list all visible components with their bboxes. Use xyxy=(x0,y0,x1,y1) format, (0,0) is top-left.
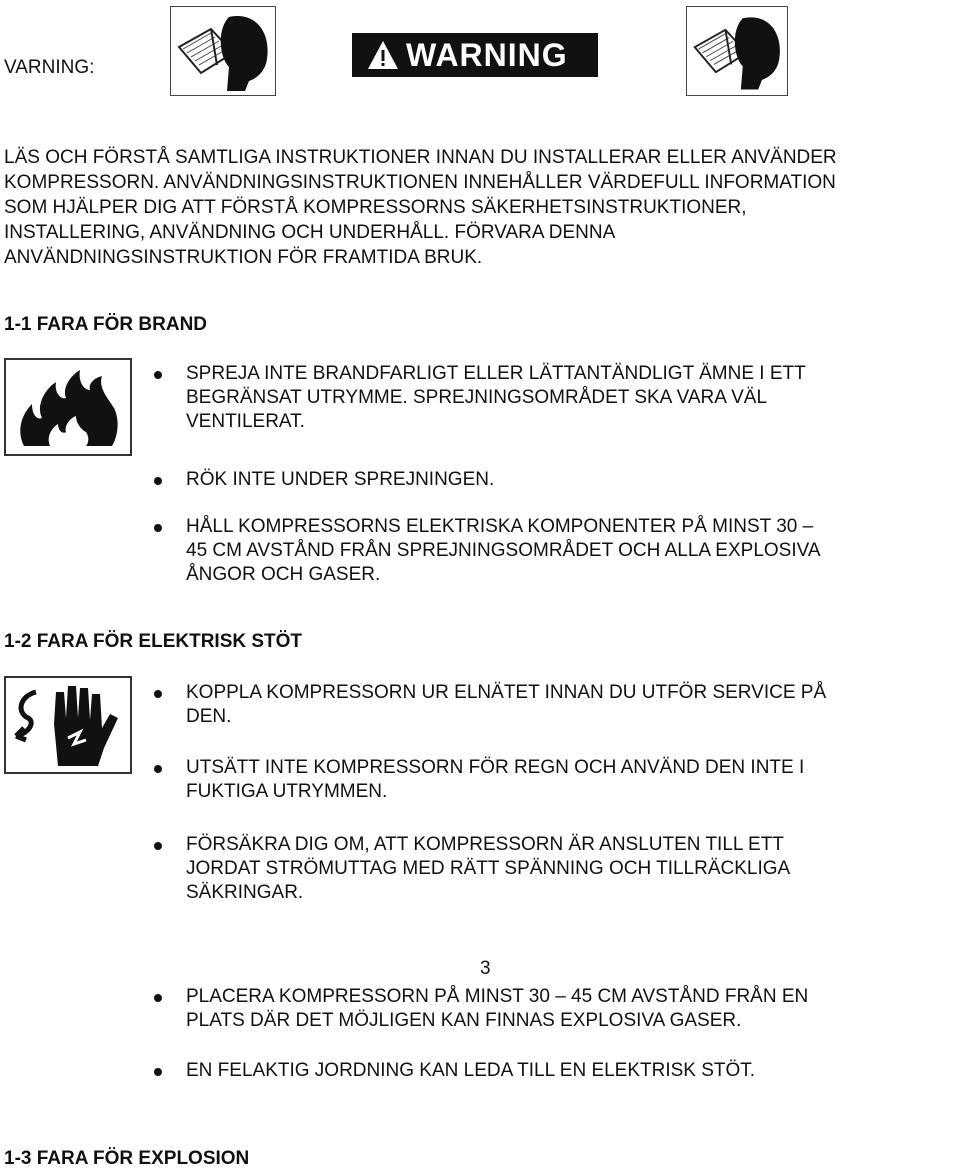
bullet-dot xyxy=(154,524,162,532)
list-item xyxy=(186,1059,755,1083)
read-manual-icon xyxy=(170,6,276,96)
section-heading-electric: 1-2 FARA FÖR ELEKTRISK STÖT xyxy=(4,631,303,652)
list-item-line: KOPPLA KOMPRESSORN UR ELNÄTET INNAN DU UTFÖR SERVICE PÅ xyxy=(186,682,827,703)
list-item-line: FUKTIGA UTRYMMEN. xyxy=(186,781,388,802)
list-item-line: HÅLL KOMPRESSORNS ELEKTRISKA KOMPONENTER PÅ MINST 30 – xyxy=(186,516,814,537)
fire-icon xyxy=(4,358,132,456)
bullet-dot xyxy=(154,371,162,379)
list-item-line: PLACERA KOMPRESSORN PÅ MINST 30 – 45 CM AVSTÅND FRÅN EN xyxy=(186,986,809,1007)
list-item xyxy=(186,833,790,905)
warning-label: VARNING: xyxy=(4,57,95,78)
page-number: 3 xyxy=(480,958,491,979)
intro-line: SOM HJÄLPER DIG ATT FÖRSTÅ KOMPRESSORNS SÄKERHETSINSTRUKTIONER, xyxy=(4,197,747,218)
list-item xyxy=(186,756,804,804)
list-item-line: UTSÄTT INTE KOMPRESSORN FÖR REGN OCH ANVÄND DEN INTE I xyxy=(186,757,805,778)
list-item-line: PLATS DÄR DET MÖJLIGEN KAN FINNAS EXPLOSIVA GASER. xyxy=(186,1010,742,1031)
list-item-line: VENTILERAT. xyxy=(186,411,305,432)
bullet-dot xyxy=(154,994,162,1002)
list-item-line: FÖRSÄKRA DIG OM, ATT KOMPRESSORN ÄR ANSLUTEN TILL ETT xyxy=(186,834,784,855)
electric-shock-icon xyxy=(4,676,132,774)
list-item xyxy=(186,985,808,1033)
list-item-line: ÅNGOR OCH GASER. xyxy=(186,564,381,585)
list-item-line: SÄKRINGAR. xyxy=(186,882,304,903)
bullet-dot xyxy=(154,765,162,773)
list-item xyxy=(186,681,826,729)
list-item-line: RÖK INTE UNDER SPREJNINGEN. xyxy=(186,469,495,490)
intro-paragraph xyxy=(4,145,837,270)
bullet-dot xyxy=(154,690,162,698)
alert-triangle-icon xyxy=(366,39,400,71)
bullet-dot xyxy=(154,477,162,485)
list-item-line: 45 CM AVSTÅND FRÅN SPREJNINGSOMRÅDET OCH ALLA EXPLOSIVA xyxy=(186,540,821,561)
list-item xyxy=(186,515,821,587)
list-item xyxy=(186,468,494,492)
list-item-line: JORDAT STRÖMUTTAG MED RÄTT SPÄNNING OCH TILLRÄCKLIGA xyxy=(186,858,791,879)
warning-badge-text: WARNING xyxy=(406,37,568,73)
bullet-dot xyxy=(154,1068,162,1076)
section-heading-explosion: 1-3 FARA FÖR EXPLOSION xyxy=(4,1148,250,1169)
intro-line: ANVÄNDNINGSINSTRUKTION FÖR FRAMTIDA BRUK. xyxy=(4,247,483,268)
warning-badge xyxy=(352,33,598,77)
list-item-line: DEN. xyxy=(186,706,232,727)
list-item-line: EN FELAKTIG JORDNING KAN LEDA TILL EN ELEKTRISK STÖT. xyxy=(186,1060,756,1081)
list-item-line: BEGRÄNSAT UTRYMME. SPREJNINGSOMRÅDET SKA VARA VÄL xyxy=(186,387,768,408)
intro-line: INSTALLERING, ANVÄNDNING OCH UNDERHÅLL. FÖRVARA DENNA xyxy=(4,222,616,243)
intro-line: KOMPRESSORN. ANVÄNDNINGSINSTRUKTIONEN INNEHÅLLER VÄRDEFULL INFORMATION xyxy=(4,172,836,193)
section-heading-fire: 1-1 FARA FÖR BRAND xyxy=(4,314,208,335)
intro-line: LÄS OCH FÖRSTÅ SAMTLIGA INSTRUKTIONER INNAN DU INSTALLERAR ELLER ANVÄNDER xyxy=(4,147,837,168)
bullet-dot xyxy=(154,842,162,850)
list-item-line: SPREJA INTE BRANDFARLIGT ELLER LÄTTANTÄNDLIGT ÄMNE I ETT xyxy=(186,363,806,384)
list-item xyxy=(186,362,806,434)
read-manual-icon-right xyxy=(686,6,788,96)
